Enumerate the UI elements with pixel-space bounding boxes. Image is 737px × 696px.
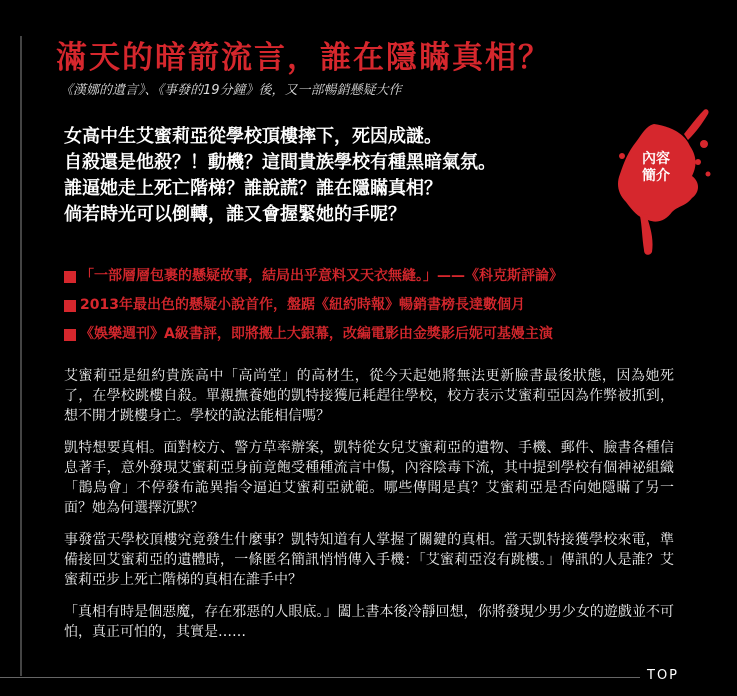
back-to-top-link[interactable]: TOP	[647, 668, 680, 683]
intro-line: 倘若時光可以倒轉，誰又會握緊她的手呢？	[64, 204, 406, 225]
intro-line: 誰逼她走上死亡階梯？誰說謊？誰在隱瞞真相？	[64, 178, 442, 199]
quote-text: 2013年最出色的懸疑小說首作，盤踞《紐約時報》暢銷書榜長達數個月	[80, 297, 525, 313]
synopsis-paragraph: 「真相有時是個惡魔，存在邪惡的人眼底。」闔上書本後冷靜回想，你將發現少男少女的遊戲並不可怕，真正可怕的，其實是……	[64, 604, 674, 640]
badge-label	[631, 151, 681, 185]
square-bullet-icon	[64, 300, 76, 312]
synopsis-paragraph: 事發當天學校頂樓究竟發生什麼事？凱特知道有人掌握了關鍵的真相。當天凱特接獲學校來電，準備接回艾蜜莉亞的遺體時，一條匿名簡訊悄悄傳入手機：「艾蜜莉亞沒有跳樓。」傳訊的人是誰？艾蜜莉亞步上死亡階梯的真相在誰手中？	[64, 532, 674, 588]
square-bullet-icon	[64, 329, 76, 341]
quote-item	[64, 320, 684, 349]
quote-item	[64, 262, 684, 291]
review-quotes	[64, 262, 684, 349]
badge-line: 簡介	[642, 168, 670, 184]
footer-divider	[0, 677, 640, 678]
left-frame-bar	[0, 36, 22, 676]
quote-item	[64, 291, 684, 320]
synopsis-paragraph: 凱特想要真相。面對校方、警方草率辦案，凱特從女兒艾蜜莉亞的遺物、手機、郵件、臉書各種信息著手，意外發現艾蜜莉亞身前竟飽受種種流言中傷，內容陰毒下流，其中提到學校有個神祕組織「鵲鳥會」不停發布詭異指令逼迫艾蜜莉亞就範。哪些傳聞是真？艾蜜莉亞是否向她隱瞞了另一面？她為何選擇沉默？	[64, 440, 674, 516]
page-subtitle: 《漢娜的遺言》、《事發的19分鐘》後，又一部暢銷懸疑大作	[60, 83, 402, 98]
square-bullet-icon	[64, 271, 76, 283]
page-title: 滿天的暗箭流言，誰在隱瞞真相？	[56, 40, 551, 76]
intro-block	[64, 124, 584, 228]
badge-line: 內容	[642, 151, 670, 167]
intro-line: 女高中生艾蜜莉亞從學校頂樓摔下，死因成謎。	[64, 126, 442, 147]
intro-line: 自殺還是他殺？！動機？這間貴族學校有種黑暗氣氛。	[64, 152, 496, 173]
quote-text: 「一部層層包裹的懸疑故事，結局出乎意料又天衣無縫。」——《科克斯評論》	[80, 268, 563, 284]
synopsis-paragraph: 艾蜜莉亞是紐約貴族高中「高尚堂」的高材生，從今天起她將無法更新臉書最後狀態，因為她死了，在學校跳樓自殺。單親撫養她的凱特接獲厄耗趕往學校，校方表示艾蜜莉亞因為作弊被抓到，想不開才跳樓身亡。學校的說法能相信嗎？	[64, 368, 674, 424]
synopsis-body	[64, 366, 674, 654]
quote-text: 《娛樂週刊》A級書評，即將搬上大銀幕，改編電影由金獎影后妮可基嫚主演	[80, 326, 553, 342]
